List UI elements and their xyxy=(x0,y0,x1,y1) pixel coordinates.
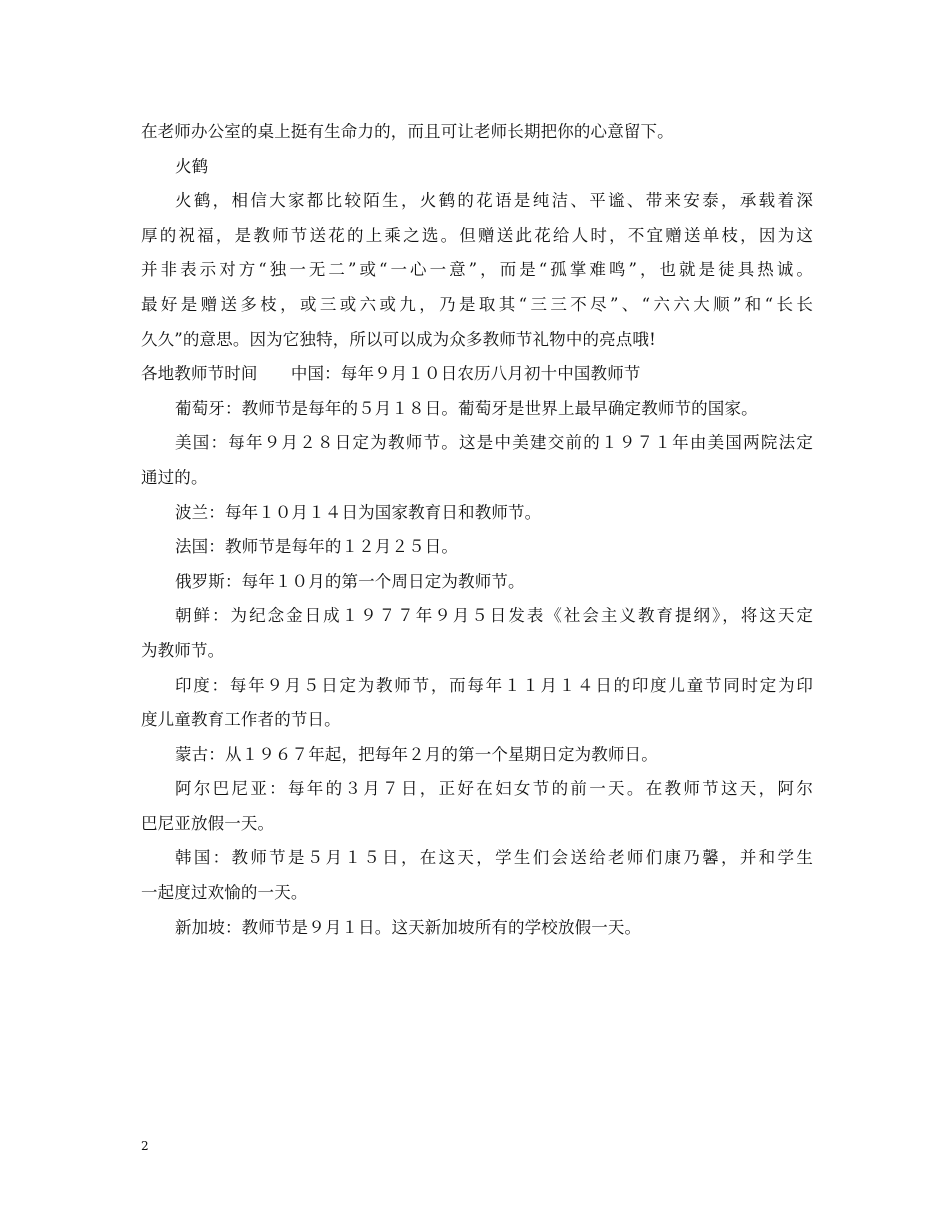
page-number: 2 xyxy=(141,1139,149,1153)
text-line: 阿尔巴尼亚：每年的３月７日，正好在妇女节的前一天。在教师节这天，阿尔 xyxy=(175,779,813,799)
text-line: 葡萄牙：教师节是每年的５月１８日。葡萄牙是世界上最早确定教师节的国家。 xyxy=(175,398,758,418)
text-line: 为教师节。 xyxy=(141,640,225,660)
text-line: 波兰：每年１０月１４日为国家教育日和教师节。 xyxy=(175,502,542,522)
text-line: 印度：每年９月５日定为教师节，而每年１１月１４日的印度儿童节同时定为印 xyxy=(175,675,813,695)
text-line: 火鹤，相信大家都比较陌生，火鹤的花语是纯洁、平谧、带来安泰，承载着深 xyxy=(175,191,813,211)
text-line: 在老师办公室的桌上挺有生命力的，而且可让老师长期把你的心意留下。 xyxy=(141,122,674,141)
text-line: 通过的。 xyxy=(141,467,208,487)
text-line: 朝鲜：为纪念金日成１９７７年９月５日发表《社会主义教育提纲》，将这天定 xyxy=(175,606,813,626)
text-line: 巴尼亚放假一天。 xyxy=(141,813,275,833)
document-body xyxy=(141,115,813,945)
text-line: 度儿童教育工作者的节日。 xyxy=(141,710,341,730)
text-line: 蒙古：从１９６７年起，把每年２月的第一个星期日定为教师日。 xyxy=(175,744,658,764)
text-line: 美国：每年９月２８日定为教师节。这是中美建交前的１９７１年由美国两院法定 xyxy=(175,433,813,453)
text-line: 久久”的意思。因为它独特，所以可以成为众多教师节礼物中的亮点哦! xyxy=(141,329,656,349)
text-line: 法国：教师节是每年的１２月２５日。 xyxy=(175,537,459,557)
text-line: 新加坡：教师节是９月１日。这天新加坡所有的学校放假一天。 xyxy=(175,917,642,937)
text-line: 俄罗斯：每年１０月的第一个周日定为教师节。 xyxy=(175,571,525,591)
text-line: 厚的祝福，是教师节送花的上乘之选。但赠送此花给人时，不宜赠送单枝，因为这 xyxy=(141,225,813,245)
text-line: 一起度过欢愉的一天。 xyxy=(141,883,308,903)
text-line: 最好是赠送多枝，或三或六或九，乃是取其“三三不尽”、“六六大顺”和“长长 xyxy=(141,294,813,314)
section-heading-teachers-day-dates: 各地教师节时间 中国：每年９月１０日农历八月初十中国教师节 xyxy=(141,364,641,384)
text-line: 韩国：教师节是５月１５日，在这天，学生们会送给老师们康乃馨，并和学生 xyxy=(175,848,813,868)
section-heading-flamingo-flower: 火鹤 xyxy=(175,156,209,176)
text-line: 并非表示对方“独一无二”或“一心一意”，而是“孤掌难鸣”，也就是徒具热诚。 xyxy=(141,260,813,280)
